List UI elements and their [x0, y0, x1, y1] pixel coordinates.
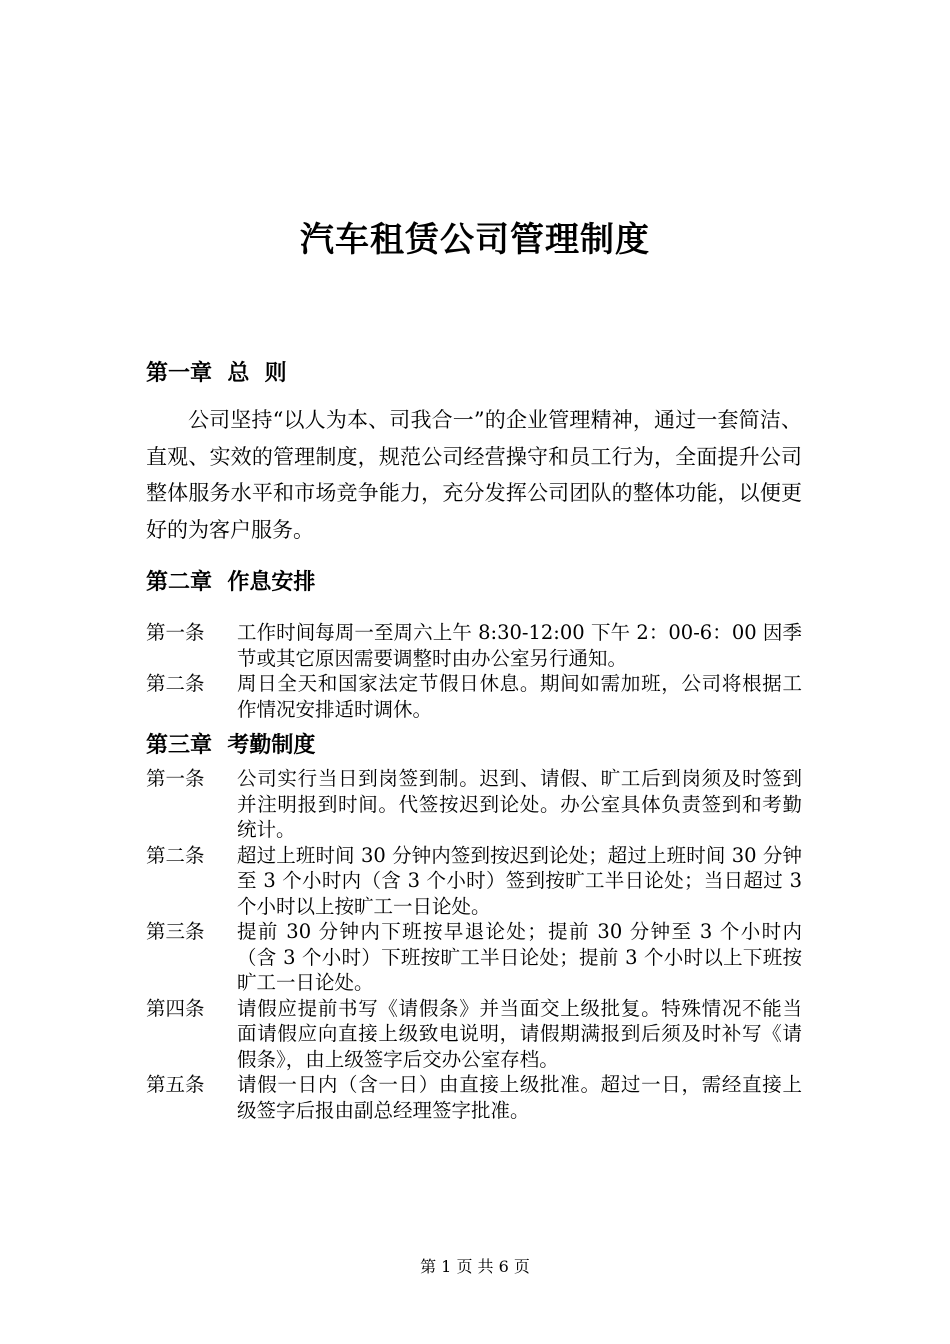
article-text: 提前 30 分钟内下班按早退论处；提前 30 分钟至 3 个小时内（含 3 个小时）下班按旷工半日论处；提前 3 个小时以上下班按旷工一日论处。	[237, 920, 802, 994]
article	[146, 996, 802, 1073]
article-text: 周日全天和国家法定节假日休息。期间如需加班，公司将根据工作情况安排适时调休。	[237, 672, 802, 721]
article-label: 第二条	[146, 672, 205, 695]
article	[146, 620, 802, 671]
chapter-1-paragraph: 公司坚持“以人为本、司我合一”的企业管理精神，通过一套简洁、直观、实效的管理制度，规范公司经营操守和员工行为，全面提升公司整体服务水平和市场竞争能力，充分发挥公司团队的整体功能，以便更好的为客户服务。	[146, 408, 802, 542]
chapter-1-heading: 第一章 总 则	[146, 361, 287, 386]
article	[146, 671, 802, 722]
article-text: 工作时间每周一至周六上午 8:30-12:00 下午 2：00-6：00 因季节或其它原因需要调整时由办公室另行通知。	[237, 621, 802, 670]
article-text: 超过上班时间 30 分钟内签到按迟到论处；超过上班时间 30 分钟至 3 个小时内（含 3 个小时）签到按旷工半日论处；当日超过 3 个小时以上按旷工一日论处。	[237, 843, 802, 918]
article-label: 第四条	[146, 996, 205, 1020]
article-label: 第二条	[146, 843, 205, 867]
chapter-3-heading: 第三章 考勤制度	[146, 733, 316, 758]
article-text: 请假一日内（含一日）由直接上级批准。超过一日，需经直接上级签字后报由副总经理签字批准。	[237, 1073, 802, 1122]
page-footer: 第 1 页 共 6 页	[420, 1257, 530, 1276]
chapter-3-articles	[146, 766, 802, 1123]
article-label: 第一条	[146, 767, 205, 790]
article-text: 公司实行当日到岗签到制。迟到、请假、旷工后到岗须及时签到并注明报到时间。代签按迟到论处。办公室具体负责签到和考勤统计。	[237, 767, 802, 841]
article	[146, 1072, 802, 1123]
article-text: 请假应提前书写《请假条》并当面交上级批复。特殊情况不能当面请假应向直接上级致电说明，请假期满报到后须及时补写《请假条》，由上级签字后交办公室存档。	[237, 996, 802, 1071]
article	[146, 919, 802, 996]
article-label: 第一条	[146, 621, 205, 644]
article-label: 第三条	[146, 920, 205, 943]
chapter-2-heading: 第二章 作息安排	[146, 570, 316, 595]
article	[146, 766, 802, 843]
article-label: 第五条	[146, 1073, 205, 1096]
document-title: 汽车租赁公司管理制度	[300, 220, 650, 260]
article	[146, 843, 802, 920]
chapter-2-articles	[146, 620, 802, 722]
